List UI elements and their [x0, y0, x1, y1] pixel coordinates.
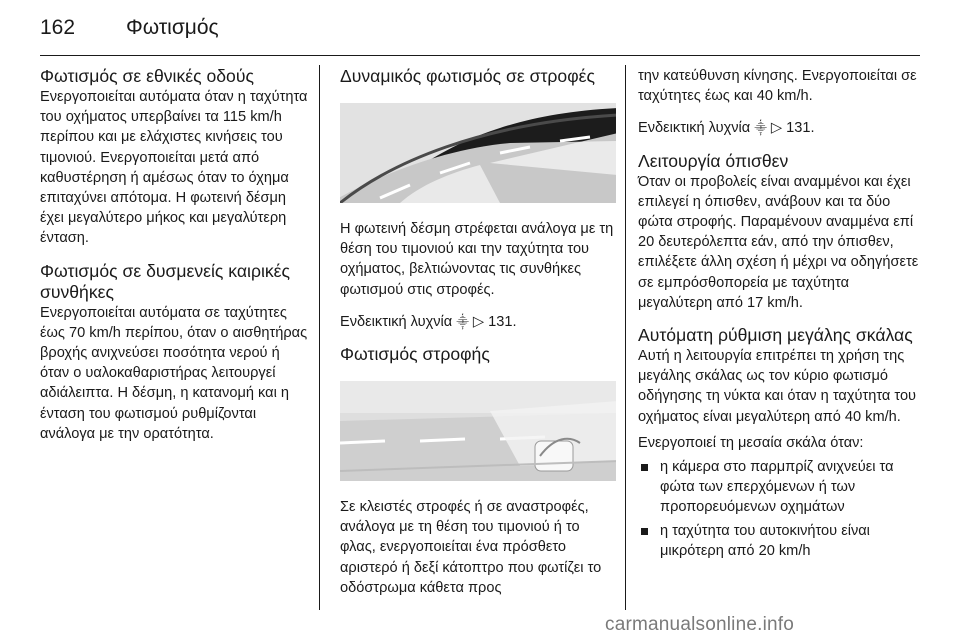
middle-column [340, 66, 618, 610]
cornering-light-text: Σε κλειστές στροφές ή σε αναστροφές, ανάλογα με τη θέση του τιμονιού ή το φλας, ενεργοποιείται ένα πρόσθετο αριστερό ή δεξί κάτοπτρο που φωτίζει το οδόστρωμα κάθετα προς [340, 499, 602, 596]
highway-lighting-text: Ενεργοποιείται αυτόματα όταν η ταχύτητα του οχήματος υπερβαίνει τα 115 km/h περίπου και με ελάχιστες κινήσεις του τιμονιού. Ενεργοποιείται μετά από καθυστέρηση ή αμέσως όταν το όχημα επιταχύνει απότομα. Η φωτεινή δέσμη έχει μεγαλύτερο μήκος και μεγαλύτερη ένταση. [40, 89, 308, 247]
bullet-icon [641, 464, 648, 471]
column-divider-left [319, 65, 320, 610]
dynamic-cornering-text: Η φωτεινή δέσμη στρέφεται ανάλογα με τη θέση του τιμονιού και την ταχύτητα του οχήματος, βελτιώνοντας τις συνθήκες φωτισμού στις στροφές. [340, 221, 614, 298]
column-divider-right [625, 65, 626, 610]
page-reference-link[interactable]: ▷ 131. [770, 120, 815, 137]
auto-high-beam-conditions [638, 457, 922, 561]
cornering-lamp-icon: ⸎ [754, 121, 767, 136]
cornering-light-reference [638, 118, 922, 138]
reference-label: Ενδεικτική λυχνία [638, 120, 751, 137]
list-item: η κάμερα στο παρμπρίζ ανιχνεύει τα φώτα των επερχόμενων ή των προπορευόμενων οχημάτων [638, 457, 922, 518]
cornering-light-text-continued: την κατεύθυνση κίνησης. Ενεργοποιείται σε ταχύτητες έως και 40 km/h. [638, 68, 917, 105]
page-number: 162 [40, 16, 76, 39]
section-heading-dynamic-cornering: Δυναμικός φωτισμός σε στροφές [340, 66, 595, 86]
section-heading-highway-lighting: Φωτισμός σε εθνικές οδούς [40, 66, 254, 86]
adverse-weather-text: Ενεργοποιείται αυτόματα σε ταχύτητες έως 70 km/h περίπου, όταν ο αισθητήρας βροχής ανιχνεύσει ποσότητα νερού ή όταν ο υαλοκαθαριστήρας λειτουργεί αδιάλειπτα. Η δέσμη, η κατανομή και η ένταση του φωτισμού ρυθμίζονται ανάλογα με την ορατότητα. [40, 304, 308, 442]
section-heading-cornering-light: Φωτισμός στροφής [340, 344, 490, 365]
section-heading-auto-high-beam: Αυτόματη ρύθμιση μεγάλης σκάλας [638, 325, 913, 346]
auto-high-beam-text: Αυτή η λειτουργία επιτρέπει τη χρήση της μεγάλης σκάλας ως τον κύριο φωτισμό οδήγησης τη νύκτα και όταν η ταχύτητα του οχήματος είναι μεγαλύτερη από 40 km/h. [638, 348, 917, 425]
cornering-light-illustration [340, 381, 616, 481]
list-item: η ταχύτητα του αυτοκινήτου είναι μικρότερη από 20 km/h [638, 521, 922, 561]
watermark: carmanualsonline.info [605, 614, 795, 635]
bullet-icon [641, 528, 648, 535]
page-header [40, 12, 920, 44]
reverse-function-text: Όταν οι προβολείς είναι αναμμένοι και έχει επιλεγεί η όπισθεν, ανάβουν και τα δύο φώτα στροφής. Παραμένουν αναμμένα επί 20 δευτερόλεπτα εάν, από την όπισθεν, επιλέξετε άλλη σχέση ή μέχρι να οδηγήσετε σε εμπρόσθοπορεία με ταχύτητα μεγαλύτερη από 17 km/h. [638, 173, 919, 311]
section-heading-adverse-weather: Φωτισμός σε δυσμενείς καιρικές συνθήκες [40, 260, 290, 302]
cornering-lamp-icon: ⸎ [456, 314, 469, 329]
dynamic-cornering-reference [340, 312, 618, 332]
right-column [638, 66, 922, 564]
page-reference-link[interactable]: ▷ 131. [472, 313, 517, 330]
chapter-title: Φωτισμός [126, 16, 219, 39]
section-heading-reverse-function: Λειτουργία όπισθεν [638, 150, 789, 171]
left-column [40, 66, 310, 456]
reference-label: Ενδεικτική λυχνία [340, 313, 453, 330]
auto-high-beam-intro: Ενεργοποιεί τη μεσαία σκάλα όταν: [638, 434, 864, 451]
header-rule [40, 55, 920, 56]
dynamic-cornering-illustration [340, 103, 616, 203]
